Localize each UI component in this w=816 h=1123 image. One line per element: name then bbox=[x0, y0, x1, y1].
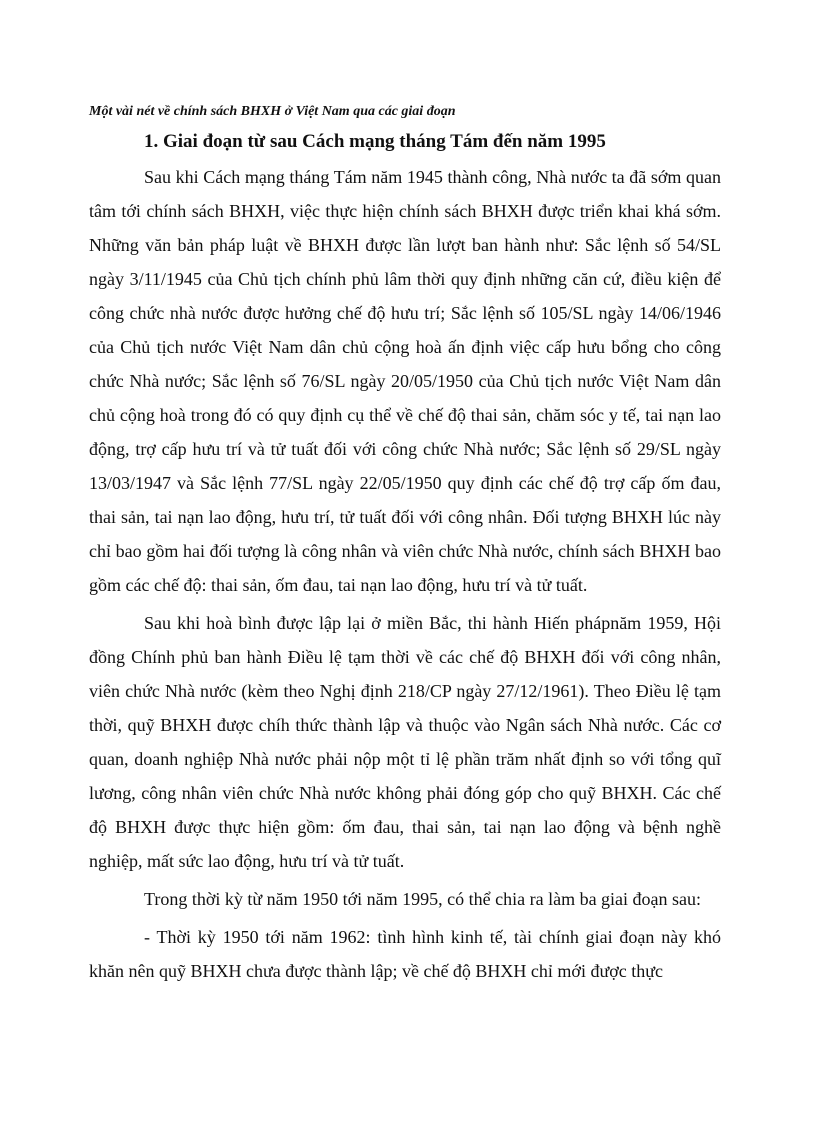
body-text bbox=[89, 160, 721, 992]
paragraph: Sau khi hoà bình được lập lại ở miền Bắc, thi hành Hiến phápnăm 1959, Hội đồng Chính phủ ban hành Điều lệ tạm thời về các chế độ BHXH đối với công nhân, viên chức Nhà nước (kèm theo Nghị định 218/CP ngày 27/12/1961). Theo Điều lệ tạm thời, quỹ BHXH được chíh thức thành lập và thuộc vào Ngân sách Nhà nước. Các cơ quan, doanh nghiệp Nhà nước phải nộp một tỉ lệ phần trăm nhất định so với tổng quĩ lương, công nhân viên chức Nhà nước không phải đóng góp cho quỹ BHXH. Các chế độ BHXH được thực hiện gồm: ốm đau, thai sản, tai nạn lao động và bệnh nghề nghiệp, mất sức lao động, hưu trí và tử tuất. bbox=[89, 613, 721, 871]
paragraph: - Thời kỳ 1950 tới năm 1962: tình hình kinh tế, tài chính giai đoạn này khó khăn nên quỹ BHXH chưa được thành lập; về chế độ BHXH chỉ mới được thực bbox=[89, 927, 721, 981]
paragraph: Sau khi Cách mạng tháng Tám năm 1945 thành công, Nhà nước ta đã sớm quan tâm tới chính sách BHXH, việc thực hiện chính sách BHXH được triển khai khá sớm. Những văn bản pháp luật về BHXH được lần lượt ban hành như: Sắc lệnh số 54/SL ngày 3/11/1945 của Chủ tịch chính phủ lâm thời quy định những căn cứ, điều kiện để công chức nhà nước được hưởng chế độ hưu trí; Sắc lệnh số 105/SL ngày 14/06/1946 của Chủ tịch nước Việt Nam dân chủ cộng hoà ấn định việc cấp hưu bổng cho công chức Nhà nước; Sắc lệnh số 76/SL ngày 20/05/1950 của Chủ tịch nước Việt Nam dân chủ cộng hoà trong đó có quy định cụ thể về chế độ thai sản, chăm sóc y tế, tai nạn lao động, trợ cấp hưu trí và tử tuất đối với công chức Nhà nước; Sắc lệnh số 29/SL ngày 13/03/1947 và Sắc lệnh 77/SL ngày 22/05/1950 quy định các chế độ trợ cấp ốm đau, thai sản, tai nạn lao động, hưu trí, tử tuất đối với công nhân. Đối tượng BHXH lúc này chỉ bao gồm hai đối tượng là công nhân và viên chức Nhà nước, chính sách BHXH bao gồm các chế độ: thai sản, ốm đau, tai nạn lao động, hưu trí và tử tuất. bbox=[89, 167, 721, 595]
section-heading: 1. Giai đoạn từ sau Cách mạng tháng Tám đến năm 1995 bbox=[144, 131, 606, 152]
paragraph: Trong thời kỳ từ năm 1950 tới năm 1995, có thể chia ra làm ba giai đoạn sau: bbox=[144, 889, 702, 909]
document-header: Một vài nét về chính sách BHXH ở Việt Nam qua các giai đoạn bbox=[89, 104, 456, 119]
